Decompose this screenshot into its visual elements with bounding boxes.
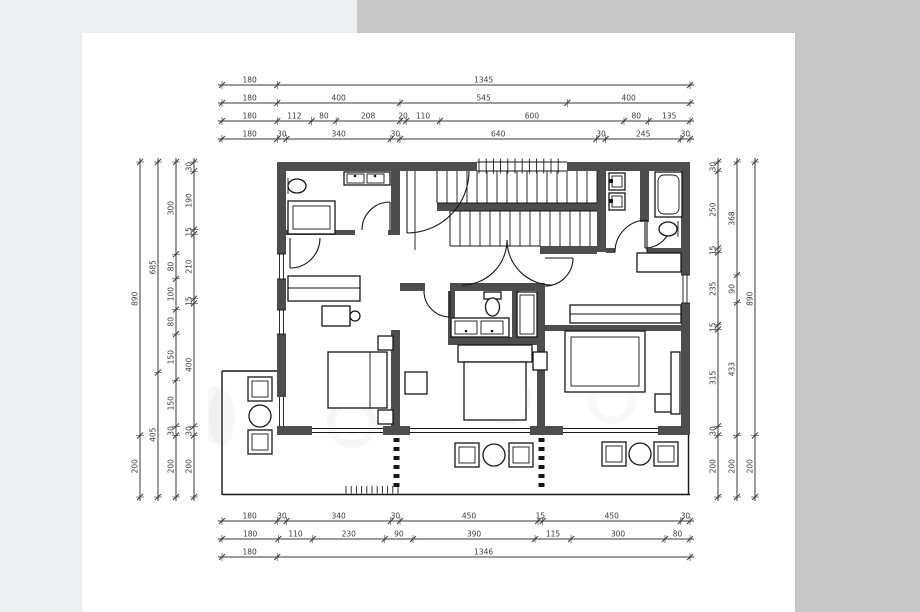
dim-label: 150: [166, 396, 176, 411]
dim-label: 180: [242, 93, 257, 103]
dim-label: 90: [727, 284, 737, 294]
wardrobe-icon: [288, 276, 360, 301]
dim-label: 30: [390, 129, 401, 139]
dim-label: 150: [166, 349, 176, 365]
dim-chain-bottom-row-3: [218, 548, 694, 562]
bathtub-icon: [655, 172, 682, 217]
dim-chain-top-row-3: [218, 112, 694, 126]
dim-label: 200: [184, 459, 194, 474]
dim-label: 890: [745, 291, 755, 306]
terrace-steps-hatch: [346, 486, 398, 494]
dim-label: 340: [331, 511, 346, 521]
dim-label: 110: [415, 111, 431, 121]
dim-label: 135: [662, 111, 677, 121]
dim-label: 545: [476, 93, 491, 103]
dim-label: 235: [708, 281, 718, 296]
dim-label: 30: [708, 161, 718, 172]
dim-label: 30: [166, 426, 176, 436]
dim-label: 315: [708, 370, 718, 386]
desk-icon: [322, 306, 350, 326]
bathroom-top-right-fixtures: [655, 172, 682, 237]
dim-label: 100: [166, 286, 176, 302]
dim-label: 200: [166, 459, 176, 474]
bedroom-right-furniture: [565, 253, 681, 414]
dim-label: 180: [242, 547, 257, 557]
dim-chain-bottom-row-2: [218, 530, 694, 544]
dim-label: 80: [166, 317, 176, 327]
dim-label: 80: [319, 111, 329, 121]
nightstand-icon: [378, 410, 393, 424]
dim-label: 433: [727, 361, 737, 377]
dim-label: 190: [184, 193, 194, 208]
terrace-door-2: [410, 429, 530, 433]
dim-chain-left-col-4: [185, 158, 199, 501]
dim-label: 180: [242, 111, 257, 121]
window-left-2: [277, 310, 286, 334]
bed-icon: [328, 352, 387, 408]
dim-label: 600: [524, 111, 540, 121]
dim-label: 208: [360, 111, 376, 121]
dim-chain-top-row-4: [218, 130, 694, 144]
dim-label: 180: [242, 129, 257, 139]
dim-label: 30: [277, 511, 287, 521]
dim-label: 230: [341, 529, 356, 539]
laundry-appliances: [609, 173, 625, 210]
dim-label: 20: [398, 111, 408, 121]
dim-label: 30: [680, 511, 691, 521]
window-right: [681, 275, 690, 303]
dim-label: 1346: [474, 547, 494, 557]
dim-label: 245: [636, 129, 651, 139]
patio-table-icon: [629, 443, 651, 465]
dim-chain-left-col-1: [131, 158, 145, 501]
nightstand-icon: [533, 352, 547, 370]
dim-label: 210: [184, 259, 194, 274]
dim-label: 250: [708, 202, 718, 217]
dim-label: 30: [390, 511, 401, 521]
dim-label: 180: [243, 529, 258, 539]
dim-label: 340: [331, 129, 346, 139]
dim-chain-bottom-row-1: [218, 512, 694, 526]
bathroom-middle-fixtures: [451, 292, 537, 337]
dim-label: 90: [394, 529, 404, 539]
dim-label: 180: [242, 75, 257, 85]
dim-label: 400: [621, 93, 636, 103]
dim-label: 15: [708, 245, 718, 256]
bed-icon: [565, 331, 645, 392]
dim-label: 400: [184, 357, 194, 373]
sink-icon: [288, 179, 306, 193]
dim-label: 15: [184, 227, 194, 237]
nightstand-icon: [378, 336, 393, 350]
dim-label: 15: [184, 296, 194, 306]
patio-set-1: [455, 443, 533, 467]
dim-chain-top-row-1: [218, 76, 694, 90]
dim-label: 30: [708, 426, 718, 436]
chair-icon: [350, 311, 360, 321]
dim-label: 450: [461, 511, 477, 521]
dim-label: 80: [166, 261, 176, 272]
dim-label: 15: [708, 322, 718, 332]
dim-chain-left-col-2: [149, 158, 163, 501]
dim-label: 15: [535, 511, 546, 521]
radiator-icon: [671, 352, 680, 414]
patio-set-2: [602, 442, 678, 466]
dim-label: 405: [148, 427, 158, 442]
dim-label: 300: [166, 200, 176, 216]
dim-label: 80: [631, 111, 642, 121]
top-wall-hatch: [477, 159, 567, 174]
dim-label: 30: [596, 129, 606, 139]
dim-label: 30: [277, 129, 287, 139]
dim-label: 685: [148, 260, 158, 275]
dim-chain-right-col-1: [709, 158, 723, 501]
dim-label: 30: [184, 426, 194, 436]
dim-chain-right-col-3: [746, 158, 760, 501]
dim-label: 1345: [474, 75, 494, 85]
dim-label: 300: [610, 529, 626, 539]
dim-label: 390: [466, 529, 482, 539]
stair-treads-upper: [437, 171, 597, 203]
bedroom-left-furniture: [288, 276, 393, 424]
dim-label: 80: [672, 529, 683, 539]
stair-treads-lower: [450, 211, 590, 246]
patio-table-icon: [483, 444, 505, 466]
dim-label: 112: [287, 111, 302, 121]
dim-label: 368: [727, 211, 737, 226]
dim-label: 450: [604, 511, 619, 521]
dim-label: 400: [331, 93, 346, 103]
window-left-1: [277, 254, 286, 279]
dim-label: 640: [491, 129, 506, 139]
bed-icon: [464, 362, 526, 420]
terrace-door-3: [563, 429, 658, 433]
dresser-icon: [637, 253, 681, 272]
desk-icon: [405, 372, 427, 394]
dim-chain-top-row-2: [218, 94, 694, 108]
dim-chain-right-col-2: [728, 158, 742, 501]
dim-chain-left-col-3: [167, 158, 181, 501]
dim-label: 30: [680, 129, 691, 139]
dim-label: 30: [184, 161, 194, 172]
dim-label: 115: [545, 529, 561, 539]
dim-label: 110: [288, 529, 303, 539]
bathroom-top-left-fixtures: [288, 172, 390, 234]
sink-icon: [659, 222, 677, 236]
headboard: [458, 345, 532, 362]
dim-label: 200: [130, 459, 140, 474]
dim-label: 890: [130, 291, 140, 306]
balcony-left: [248, 377, 272, 454]
dim-label: 200: [708, 459, 718, 474]
dim-label: 200: [745, 459, 755, 474]
dim-label: 200: [727, 459, 737, 474]
dim-label: 180: [242, 511, 257, 521]
bedroom-middle-furniture: [405, 345, 547, 420]
patio-table-icon: [249, 405, 271, 427]
